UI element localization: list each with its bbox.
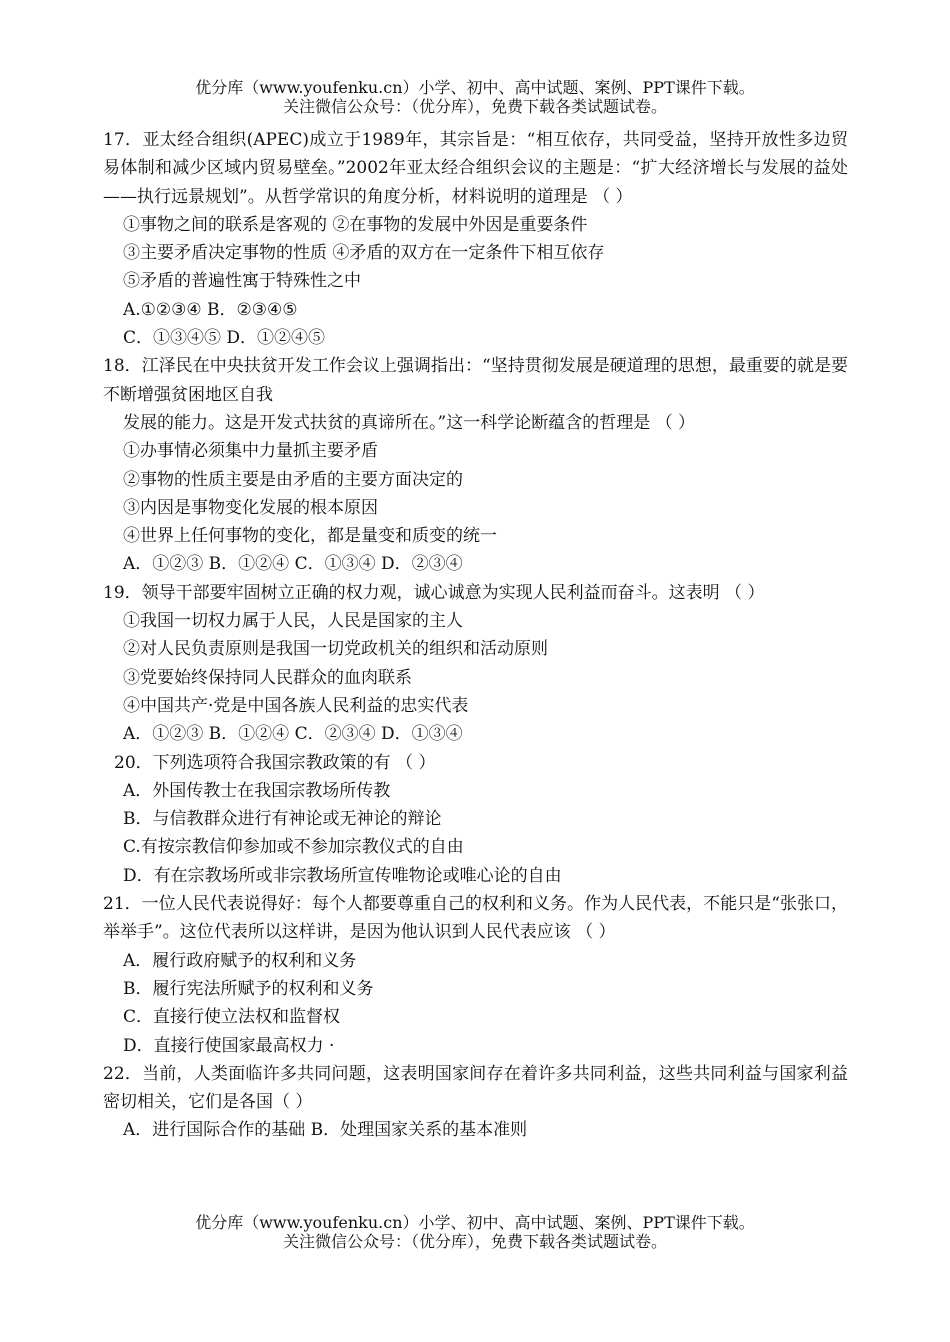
question-22-stem: 22．当前，人类面临许多共同问题，这表明国家间存在着许多共同利益，这些共同利益与国家利益密切相关，它们是各国（ ） bbox=[103, 1063, 848, 1113]
question-21-option-b: B．履行宪法所赋予的权利和义务 bbox=[123, 978, 374, 999]
question-18-statement-1: ①办事情必须集中力量抓主要矛盾 bbox=[123, 441, 378, 462]
question-17-statement-2: ③主要矛盾决定事物的性质 ④矛盾的双方在一定条件下相互依存 bbox=[123, 243, 605, 264]
question-18-stem-continued: 发展的能力。这是开发式扶贫的真谛所在。”这一科学论断蕴含的哲理是 （ ） bbox=[123, 412, 695, 433]
question-17-options-2: C．①③④⑤ D．①②④⑤ bbox=[123, 328, 326, 349]
question-20-option-c: C.有按宗教信仰参加或不参加宗教仪式的自由 bbox=[123, 837, 464, 858]
question-18-statement-2: ②事物的性质主要是由矛盾的主要方面决定的 bbox=[123, 469, 463, 490]
question-21-option-d: D．直接行使国家最高权力 · bbox=[123, 1035, 335, 1056]
question-19-statement-2: ②对人民负责原则是我国一切党政机关的组织和活动原则 bbox=[123, 639, 548, 660]
question-list bbox=[103, 126, 848, 1145]
question-20-option-b: B．与信教群众进行有神论或无神论的辩论 bbox=[123, 809, 442, 830]
header-line-2: 关注微信公众号：（优分库），免费下载各类试题试卷。 bbox=[282, 97, 667, 116]
question-22-options: A．进行国际合作的基础 B．处理国家关系的基本准则 bbox=[123, 1120, 528, 1141]
page-header bbox=[0, 78, 950, 116]
question-19-statement-4: ④中国共产·党是中国各族人民利益的忠实代表 bbox=[123, 695, 469, 716]
question-19-stem: 19．领导干部要牢固树立正确的权力观，诚心诚意为实现人民利益而奋斗。这表明 （ ） bbox=[103, 582, 765, 603]
question-17-stem: 17．亚太经合组织(APEC)成立于1989年，其宗旨是：“相互依存，共同受益，坚持开放性多边贸易体制和减少区域内贸易壁垒。”2002年亚太经合组织会议的主题是：“扩大经济增长与发展的益处——执行远景规划”。从哲学常识的角度分析，材料说明的道理是 （ ） bbox=[103, 130, 848, 207]
question-17-statement-1: ①事物之间的联系是客观的 ②在事物的发展中外因是重要条件 bbox=[123, 214, 588, 235]
header-line-1: 优分库（www.youfenku.cn）小学、初中、高中试题、案例、PPT课件下载。 bbox=[195, 78, 755, 97]
question-19-statement-3: ③党要始终保持同人民群众的血肉联系 bbox=[123, 667, 412, 688]
page-footer bbox=[0, 1213, 950, 1251]
question-18-statement-3: ③内因是事物变化发展的根本原因 bbox=[123, 497, 378, 518]
question-19-statement-1: ①我国一切权力属于人民，人民是国家的主人 bbox=[123, 611, 463, 632]
footer-line-2: 关注微信公众号：（优分库），免费下载各类试题试卷。 bbox=[282, 1232, 667, 1251]
question-21-option-a: A．履行政府赋予的权利和义务 bbox=[123, 950, 357, 971]
question-19-options: A．①②③ B．①②④ C．②③④ D．①③④ bbox=[123, 724, 463, 745]
footer-line-1: 优分库（www.youfenku.cn）小学、初中、高中试题、案例、PPT课件下载。 bbox=[195, 1213, 755, 1232]
question-18-options: A．①②③ B．①②④ C．①③④ D．②③④ bbox=[123, 554, 463, 575]
question-20-stem: 20．下列选项符合我国宗教政策的有 （ ） bbox=[114, 752, 436, 773]
question-18-statement-4: ④世界上任何事物的变化，都是量变和质变的统一 bbox=[123, 526, 497, 547]
question-20-option-d: D．有在宗教场所或非宗教场所宣传唯物论或唯心论的自由 bbox=[123, 865, 562, 886]
question-21-option-c: C．直接行使立法权和监督权 bbox=[123, 1007, 341, 1028]
question-20-option-a: A．外国传教士在我国宗教场所传教 bbox=[123, 780, 391, 801]
question-18-stem: 18．江泽民在中央扶贫开发工作会议上强调指出：“坚持贯彻发展是硬道理的思想，最重要的就是要不断增强贫困地区自我 bbox=[103, 356, 848, 405]
question-17-options-1: A.①②③④ B．②③④⑤ bbox=[123, 299, 298, 320]
question-17-statement-3: ⑤矛盾的普遍性寓于特殊性之中 bbox=[123, 271, 361, 292]
question-21-stem: 21．一位人民代表说得好：每个人都要尊重自己的权利和义务。作为人民代表，不能只是“张张口，举举手”。这位代表所以这样讲，是因为他认识到人民代表应该 （ ） bbox=[103, 894, 848, 943]
